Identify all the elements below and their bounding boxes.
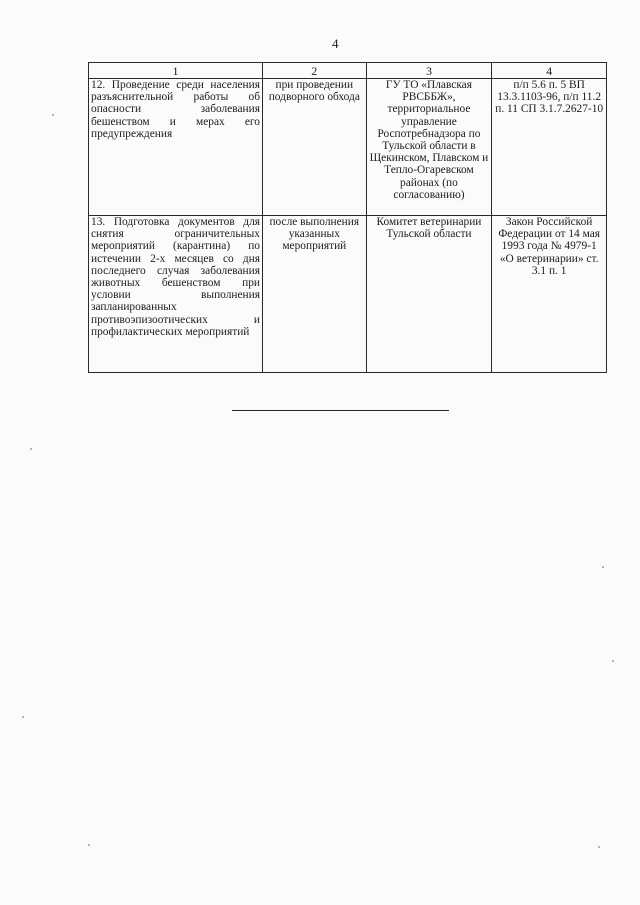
- responsible-cell: ГУ ТО «Плавская РВСББЖ», территориальное управление Роспотребнадзора по Тульской области в Щекинском, Плавском и Тепло-Огаревском районах (по согласованию): [366, 79, 492, 216]
- table-row: [89, 79, 607, 216]
- basis-cell: п/п 5.6 п. 5 ВП 13.3.1103-96, п/п 11.2 п. 11 СП 3.1.7.2627-10: [492, 79, 607, 216]
- basis-cell: Закон Российской Федерации от 14 мая 1993 года № 4979-1 «О ветеринарии» ст. 3.1 п. 1: [492, 216, 607, 373]
- column-header-2: 2: [263, 63, 367, 79]
- table-row: [89, 216, 607, 373]
- scan-speck: [52, 114, 54, 116]
- timing-cell: при проведении подворного обхода: [263, 79, 367, 216]
- closing-rule: [232, 410, 449, 411]
- measure-cell: 13. Подготовка документов для снятия ограничительных мероприятий (карантина) по истечении 2-х месяцев со дня последнего случая заболевания животных бешенством при условии выполнения запланированных противоэпизоотических и профилактических мероприятий: [89, 216, 263, 373]
- measure-cell: 12. Проведение среди населения разъяснительной работы об опасности заболевания бешенством и мерах его предупреждения: [89, 79, 263, 216]
- measures-table: [88, 62, 607, 373]
- scan-speck: [598, 846, 600, 848]
- table-header-row: [89, 63, 607, 79]
- responsible-cell: Комитет ветеринарии Тульской области: [366, 216, 492, 373]
- scan-speck: [602, 566, 604, 568]
- column-header-3: 3: [366, 63, 492, 79]
- column-header-1: 1: [89, 63, 263, 79]
- scan-speck: [88, 844, 90, 846]
- scan-speck: [612, 660, 614, 662]
- column-header-4: 4: [492, 63, 607, 79]
- scan-speck: [22, 716, 24, 718]
- scan-speck: [30, 448, 32, 450]
- timing-cell: после выполнения указанных мероприятий: [263, 216, 367, 373]
- page-number: 4: [332, 36, 339, 51]
